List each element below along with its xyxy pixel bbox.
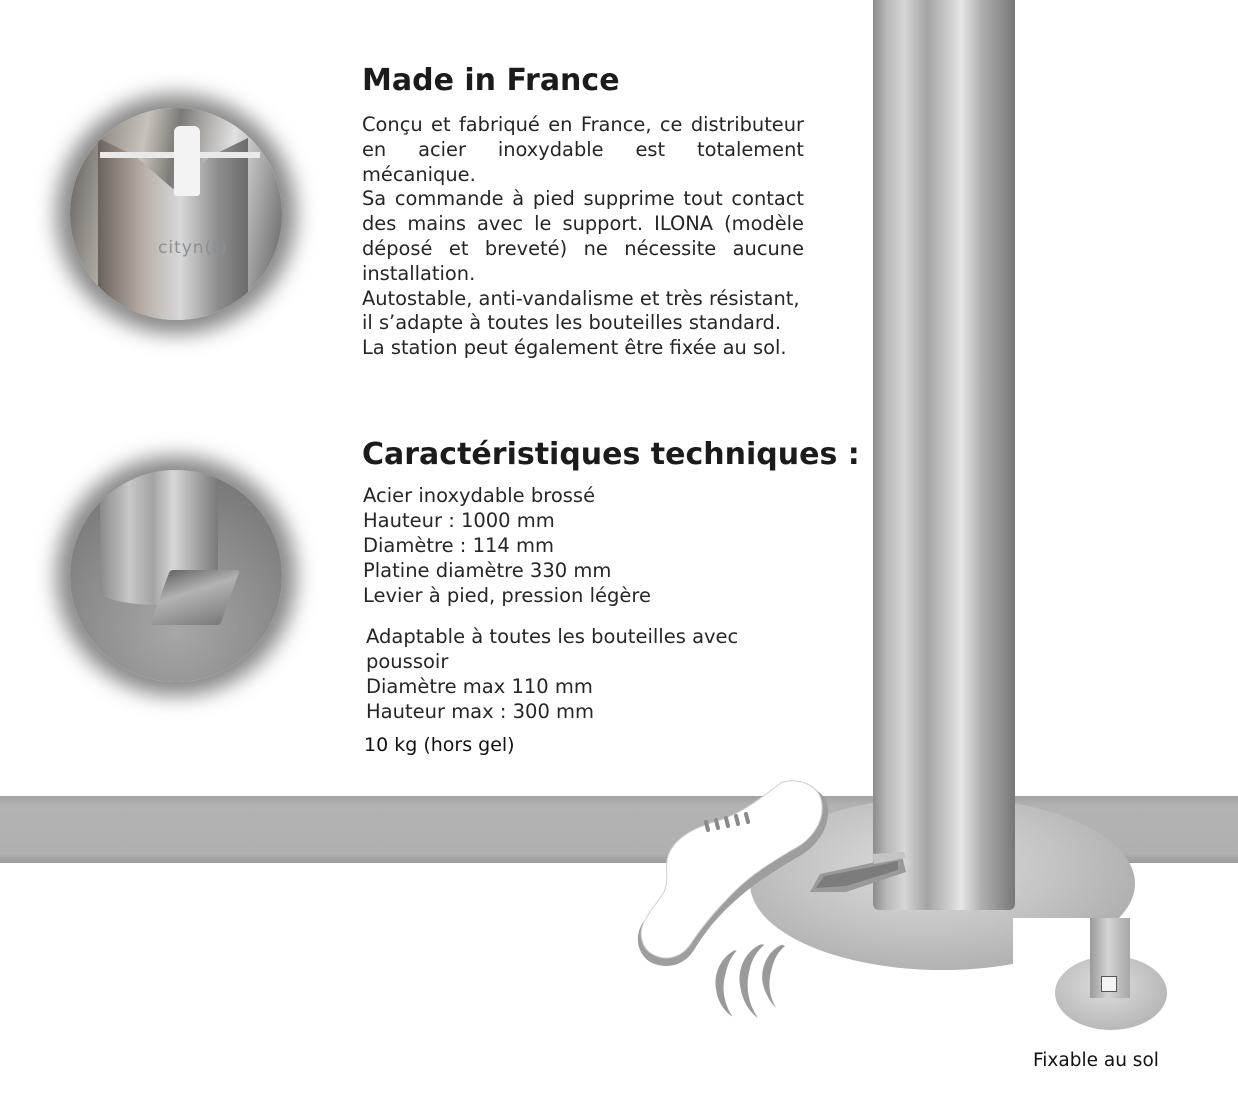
motion-arcs-icon [715, 944, 786, 1020]
spec-item: Acier inoxydable brossé [363, 484, 596, 507]
pump-head [174, 126, 200, 196]
pedal-closeup-photo [70, 470, 282, 682]
section-title-made-in-france: Made in France [362, 63, 620, 98]
section-title-specifications: Caractéristiques techniques : [362, 437, 860, 472]
spec-item: Hauteur : 1000 mm [363, 509, 555, 532]
spec-item: Diamètre max 110 mm [366, 675, 593, 698]
bottle-spec-list [366, 624, 786, 724]
spec-item: Hauteur max : 300 mm [366, 700, 595, 723]
description-paragraph: Autostable, anti-vandalisme et très résistant, il s’adapte à toutes les bouteilles standard. [362, 286, 800, 335]
dispenser-cup [98, 138, 248, 320]
weight-text: 10 kg (hors gel) [364, 734, 515, 756]
pump-closeup-photo [70, 108, 282, 320]
description-text [362, 113, 804, 361]
description-paragraph: Sa commande à pied supprime tout contact des mains avec le support. ILONA (modèle déposé et breveté) ne nécessite aucune installation. [362, 187, 804, 285]
dispenser-pole [873, 0, 1015, 910]
spec-item: Platine diamètre 330 mm [363, 559, 612, 582]
spec-item: Adaptable à toutes les bouteilles avec poussoir [366, 625, 739, 673]
spec-list [363, 483, 651, 608]
description-paragraph: La station peut également être fixée au sol. [362, 336, 787, 360]
spec-item: Diamètre : 114 mm [363, 534, 554, 557]
product-mark: cityn(t) [158, 238, 228, 258]
inset-caption: Fixable au sol [1033, 1050, 1159, 1071]
description-paragraph: Conçu et fabriqué en France, ce distributeur en acier inoxydable est totalement mécanique. [362, 113, 804, 186]
spec-item: Levier à pied, pression légère [363, 584, 651, 607]
inset-label-tag [1101, 976, 1117, 992]
floor-fixing-inset-photo [1013, 918, 1238, 1048]
shoe-press-icon [636, 778, 836, 1023]
